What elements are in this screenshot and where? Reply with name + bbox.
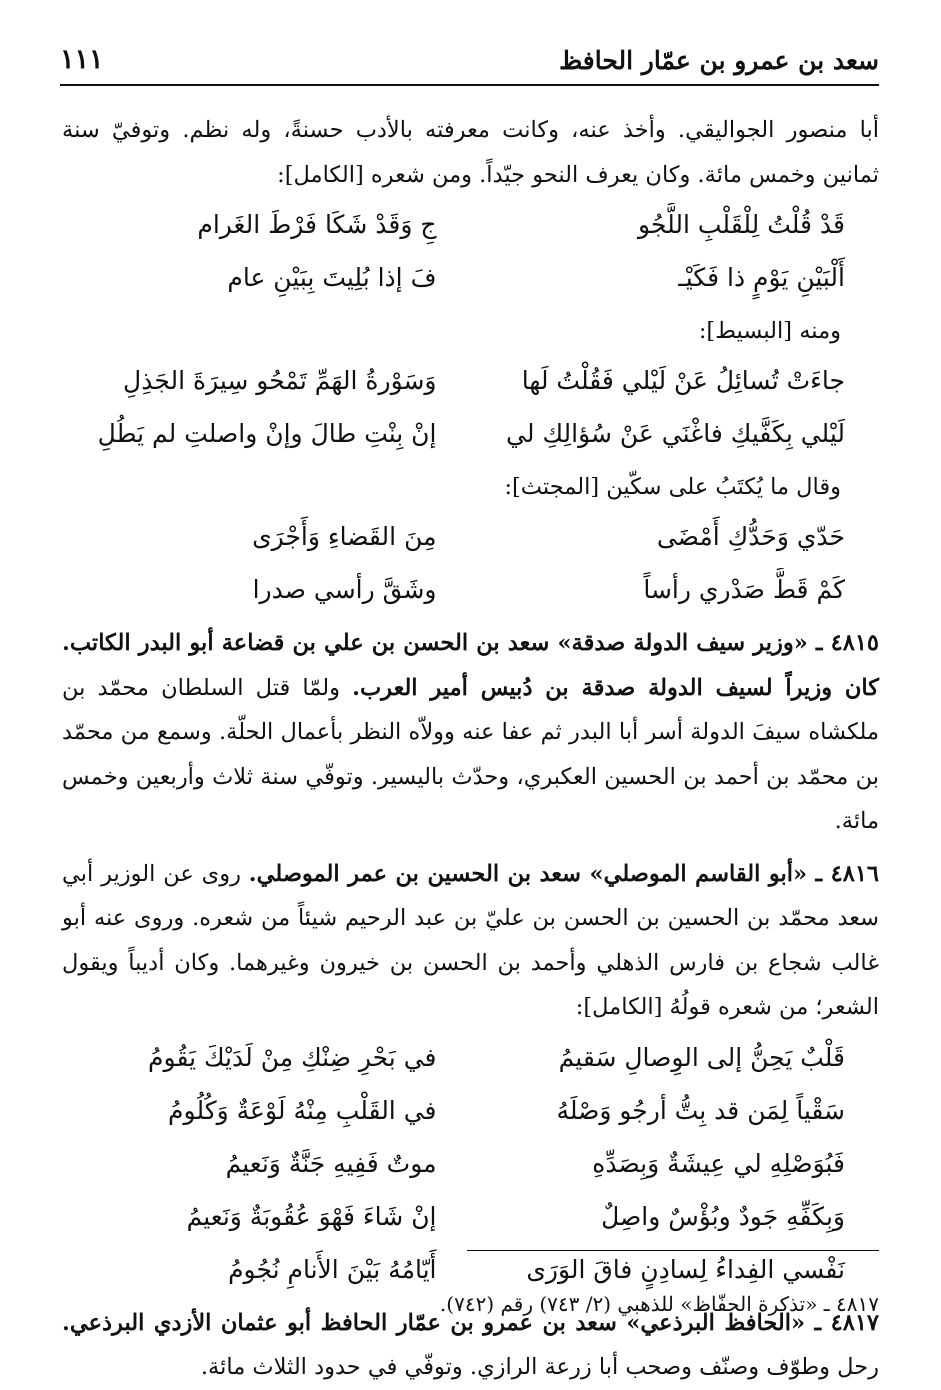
verse-second-hemistich: وَسَوْرةُ الهَمِّ تَمْحُو سِيرَةَ الجَذِلِ bbox=[123, 366, 437, 396]
poem-kamil-2 bbox=[62, 1032, 879, 1297]
poem-kamil-1 bbox=[62, 199, 879, 305]
verse-line bbox=[62, 355, 879, 408]
page-header bbox=[60, 40, 879, 86]
verse-first-hemistich: فَبُوَصْلِهِ لي عِيشَةٌ وَبِصَدِّهِ bbox=[592, 1148, 845, 1178]
poem-basit bbox=[62, 355, 879, 461]
entry-heading: ٤٨١٦ ـ «أبو القاسم الموصلي» سعد بن الحسين بن عمر الموصلي. bbox=[248, 860, 880, 887]
verse-line bbox=[62, 1032, 879, 1085]
spacer bbox=[62, 844, 879, 850]
entry-4815 bbox=[62, 621, 879, 844]
verse-first-hemistich: كَمْ قَطَّ صَدْري رأساً bbox=[643, 575, 845, 605]
verse-first-hemistich: قَلْبٌ يَحِنُّ إلى الوِصالِ سَقيمُ bbox=[558, 1042, 845, 1072]
verse-first-hemistich: حَدّي وَحَدُّكِ أَمْضَى bbox=[656, 522, 845, 552]
verse-second-hemistich: أَيّامُهُ بَيْنَ الأَنامِ نُجُومُ bbox=[228, 1254, 437, 1284]
verse-second-hemistich: إنْ بِنْتِ طالَ وإنْ واصلتِ لم يَطُلِ bbox=[97, 419, 437, 449]
verse-line bbox=[62, 511, 879, 564]
verse-second-hemistich: موتٌ فَفِيهِ جَنَّةٌ وَنَعيمُ bbox=[225, 1148, 437, 1178]
verse-first-hemistich: جاءَتْ تُسائِلُ عَنْ لَيْلي فَقُلْتُ لَها bbox=[521, 366, 845, 396]
entry-text: روى عن الوزير أبي سعد محمّد بن الحسين بن الحسن بن عليّ بن عبد الرحيم شيئاً من شعره. وروى عنه أبو غالب شجاع بن فارس الذهلي وأحمد بن الحسن بن خيرون وغيرهما. وكان أديباً ويقول الشعر؛ من شعره قولُهُ [الكامل]: bbox=[62, 860, 879, 1020]
verse-line bbox=[62, 199, 879, 252]
entry-4816 bbox=[62, 852, 879, 1030]
verse-first-hemistich: وَبِكَفِّهِ جَودٌ وبُؤْسٌ واصِلٌ bbox=[601, 1201, 845, 1231]
verse-second-hemistich: في بَحْرِ ضِنْكِ مِنْ لَدَيْكَ يَقُومُ bbox=[148, 1042, 437, 1072]
verse-line bbox=[62, 1191, 879, 1244]
verse-line bbox=[62, 1085, 879, 1138]
entry-text: رحل وطوّف وصنّف وصحب أبا زرعة الرازي. وتوفّي في حدود الثلاث مائة. bbox=[200, 1354, 879, 1380]
page-body bbox=[62, 108, 879, 1390]
entry-heading: ٤٨١٥ ـ «وزير سيف الدولة صدقة» سعد بن الحسن بن علي بن قضاعة أبو البدر الكاتب. كان وزيراً لسيف الدولة صدقة بن دُبيس أمير العرب. bbox=[62, 630, 880, 701]
verse-second-hemistich: وشَقَّ رأسي صدرا bbox=[252, 575, 437, 605]
meter-label-mujtath: وقال ما يُكتَبُ على سكّين [المجتث]: bbox=[504, 474, 841, 500]
verse-line bbox=[62, 564, 879, 617]
verse-line bbox=[62, 252, 879, 305]
intro-paragraph: أبا منصور الجواليقي. وأخذ عنه، وكانت معرفته بالأدب حسنةً، وله نظم. وتوفيّ سنة ثمانين وخمس مائة. وكان يعرف النحو جيّداً. ومن شعره [الكامل]: bbox=[62, 117, 879, 188]
verse-second-hemistich: جِ وَقَدْ شَكَا فَرْطَ الغَرام bbox=[197, 210, 437, 240]
page-number: ١١١ bbox=[60, 44, 104, 75]
entry-heading: ٤٨١٧ ـ «الحافظ البرذعي» سعد بن عمرو بن عمّار الحافظ أبو عثمان الأزدي البرذعي. bbox=[62, 1309, 879, 1336]
verse-first-hemistich: أَلْبَيْنِ يَوْمٍ ذا فَكَيْـ bbox=[678, 263, 845, 293]
entry-text: ولمّا قتل السلطان محمّد بن ملكشاه سيفَ الدولة أسر أبا البدر ثم عفا عنه وولاّه النظر بأعمال الحلّة. وسمع من محمّد بن محمّد بن أحمد بن الحسين العكبري، وحدّث باليسير. وتوفّي سنة ثلاث وأربعين وخمس مائة. bbox=[62, 674, 879, 834]
meter-label-basit: ومنه [البسيط]: bbox=[698, 318, 841, 344]
verse-first-hemistich: سَقْياً لِمَن قد بِتُّ أرجُو وَصْلَهُ bbox=[556, 1095, 845, 1125]
verse-second-hemistich: في القَلْبِ مِنْهُ لَوْعَةٌ وَكُلُومُ bbox=[168, 1095, 437, 1125]
verse-line bbox=[62, 1138, 879, 1191]
running-title: سعد بن عمرو بن عمّار الحافظ bbox=[559, 46, 879, 75]
verse-second-hemistich: فَ إذا بُلِيتَ بِبَيْنِ عام bbox=[227, 263, 437, 293]
footnote-divider bbox=[467, 1250, 879, 1251]
verse-first-hemistich: قَدْ قُلْتُ لِلْقَلْبِ اللَّجُو bbox=[638, 210, 845, 240]
poem-mujtath bbox=[62, 511, 879, 617]
verse-first-hemistich: لَيْلي بِكَفَّيكِ فاغْنَي عَنْ سُؤالِكِ لي bbox=[506, 419, 845, 449]
footnote: ٤٨١٧ ـ «تذكرة الحفّاظ» للذهبي (٢/ ٧٤٣) رقم (٧٤٢). bbox=[439, 1292, 879, 1316]
verse-second-hemistich: مِنَ القَضاءِ وَأَجْرَى bbox=[252, 522, 437, 552]
verse-line bbox=[62, 408, 879, 461]
verse-first-hemistich: نَفْسي الفِداءُ لِسادِنٍ فاقَ الوَرَى bbox=[526, 1254, 845, 1284]
verse-second-hemistich: إنْ شَاءَ فَهْوَ عُقُوبَةٌ وَنَعيمُ bbox=[186, 1201, 437, 1231]
